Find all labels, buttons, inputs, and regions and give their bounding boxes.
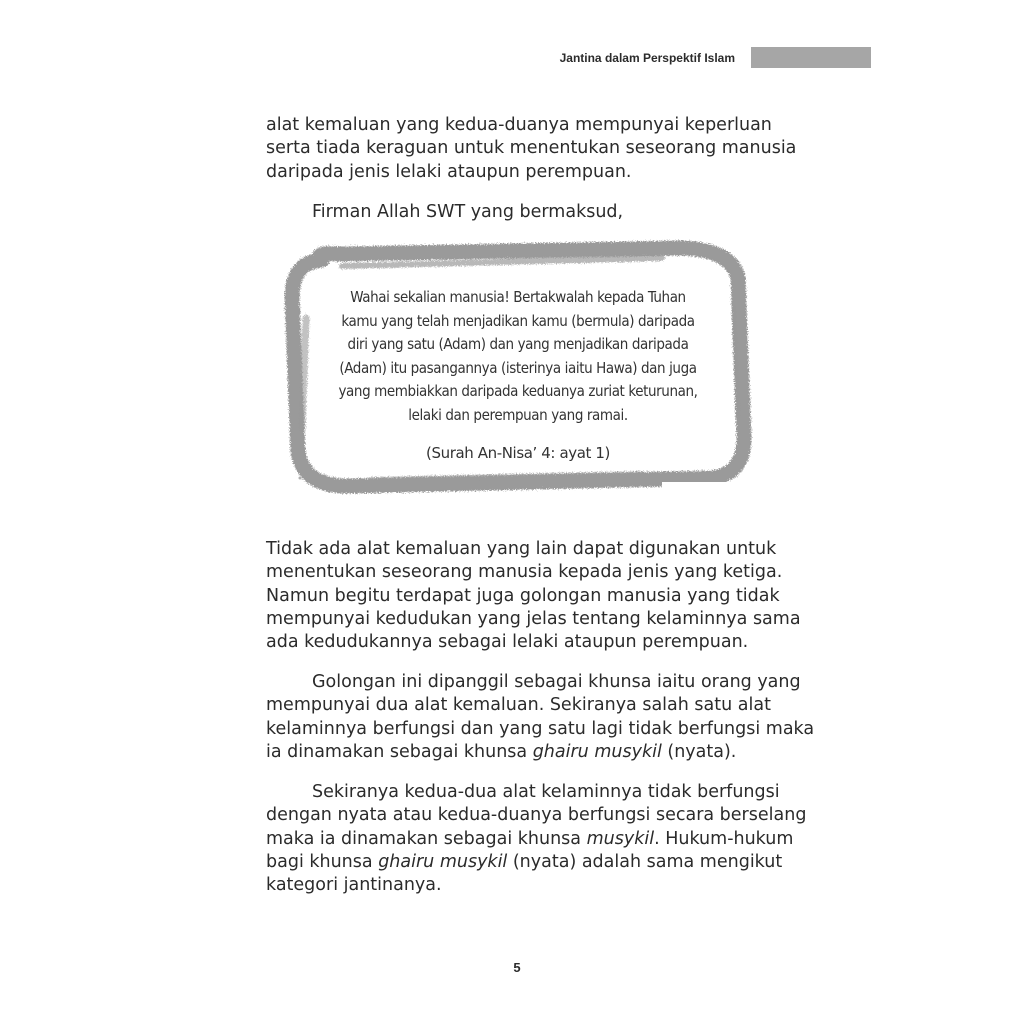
text-segment: ia dinamakan sebagai khunsa [266,741,533,762]
text-line: kategori jantinanya. [266,875,442,896]
text-line: Namun begitu terdapat juga golongan manusia yang tidak [266,585,780,606]
text-segment: (nyata). [661,741,737,762]
italic-term: ghairu musykil [378,851,508,872]
quote-line: Wahai sekalian manusia! Bertakwalah kepada Tuhan [350,288,686,306]
quote-line: lelaki dan perempuan yang ramai. [408,405,628,424]
page-number: 5 [513,960,521,975]
text-segment: . Hukum-hukum [654,828,794,849]
header-accent-bar [751,47,871,68]
quran-quote [318,286,718,427]
quote-line: diri yang satu (Adam) dan yang menjadikan daripada [347,335,689,353]
text-line [266,828,794,851]
quote-line: kamu yang telah menjadikan kamu (bermula) daripada [341,311,695,330]
text-segment: maka ia dinamakan sebagai khunsa [266,828,587,849]
text-line: Firman Allah SWT yang bermaksud, [312,202,624,222]
text-line: daripada jenis lelaki ataupun perempuan. [266,161,632,182]
text-line: mempunyai dua alat kemaluan. Sekiranya salah satu alat [266,695,771,716]
quote-citation: (Surah An-Nisa’ 4: ayat 1) [426,444,610,462]
paragraph-four [266,781,807,897]
quote-line: yang membiakkan daripada keduanya zuriat keturunan, [338,382,698,400]
text-segment: bagi khunsa [266,851,379,872]
paragraph-two [266,538,801,654]
quote-intro [266,201,769,224]
text-line: menentukan seseorang manusia kepada jenis yang ketiga. [266,562,783,583]
text-line: dengan nyata atau kedua-duanya berfungsi secara berselang [266,805,807,826]
italic-term: musykil [586,828,655,849]
text-line: alat kemaluan yang kedua-duanya mempunyai keperluan [266,115,772,135]
text-segment: (nyata) adalah sama mengikut [507,851,783,872]
italic-term: ghairu musykil [532,741,662,762]
text-line: Golongan ini dipanggil sebagai khunsa iaitu orang yang [312,672,801,692]
paragraph-three [266,671,815,764]
text-line: Sekiranya kedua-dua alat kelaminnya tidak berfungsi [312,782,780,802]
paragraph-continuation [266,114,797,184]
text-line [266,741,769,764]
text-line: ada kedudukannya sebagai lelaki ataupun perempuan. [266,632,749,653]
quote-line: (Adam) itu pasangannya (isterinya iaitu Hawa) dan juga [339,358,697,377]
text-line: mempunyai kedudukan yang jelas tentang kelaminnya sama [266,608,801,629]
text-line: kelaminnya berfungsi dan yang satu lagi tidak berfungsi maka [266,718,815,739]
text-line: Tidak ada alat kemaluan yang lain dapat digunakan untuk [266,539,777,559]
text-line [266,851,783,874]
text-line: serta tiada keraguan untuk menentukan seseorang manusia [266,138,797,159]
running-header-title: Jantina dalam Perspektif Islam [559,51,735,65]
